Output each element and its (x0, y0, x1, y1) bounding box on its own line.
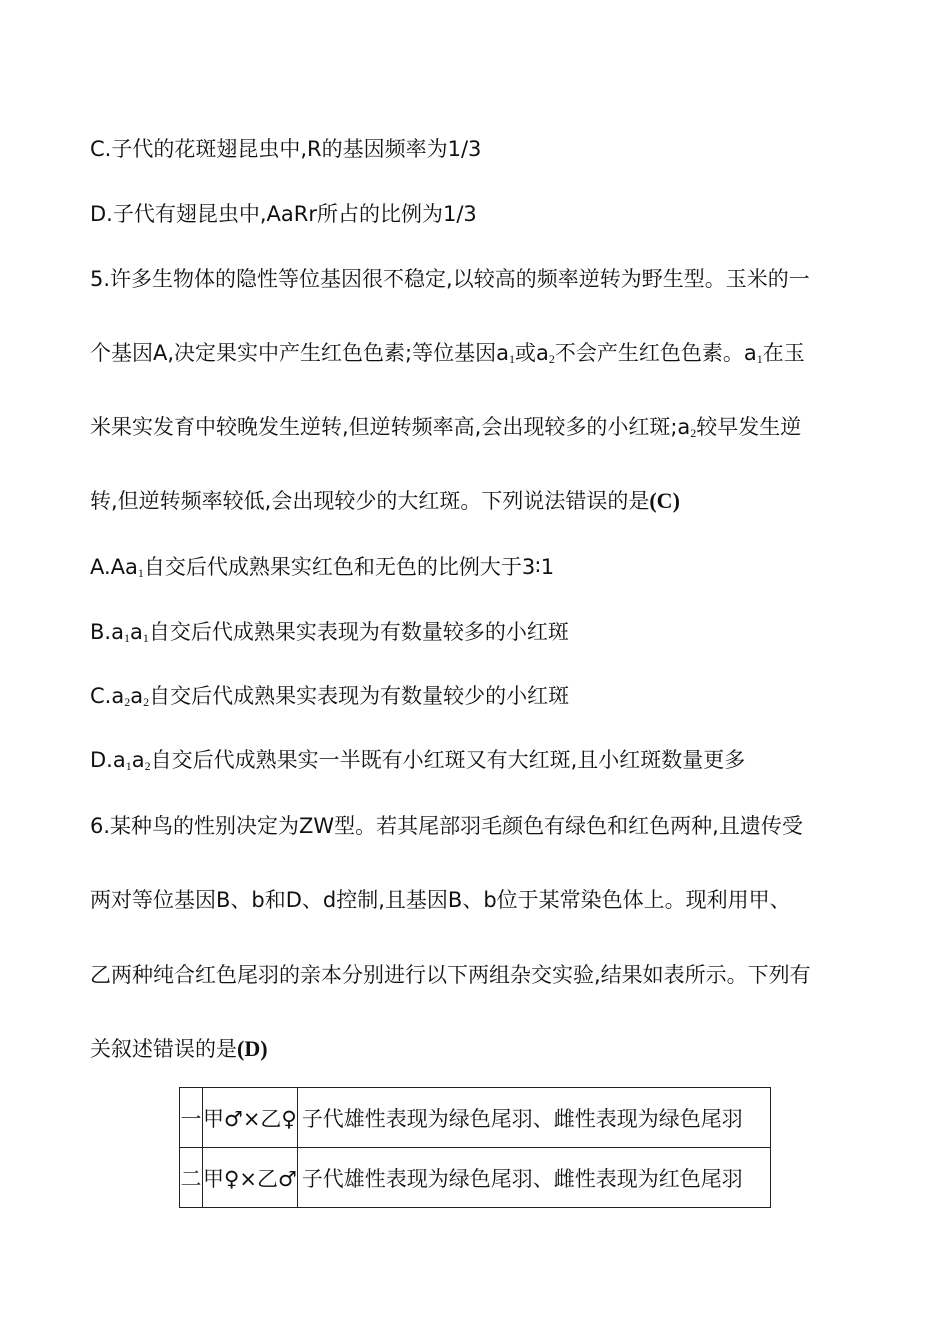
q5-option-d-mid: a (131, 748, 145, 772)
subscript: 2 (124, 695, 131, 709)
q6-stem-line-3: 乙两种纯合红色尾羽的亲本分别进行以下两组杂交实验,结果如表所示。下列有 (90, 963, 811, 987)
subscript: 1 (142, 631, 149, 645)
q5-stem-3b: 较早发生逆 (696, 415, 802, 439)
subscript: 1 (756, 352, 763, 366)
q6-stem-line-2: 两对等位基因B、b和D、d控制,且基因B、b位于某常染色体上。现利用甲、 (90, 888, 791, 912)
q5-stem-2a: 个基因A,决定果实中产生红色色素;等位基因a (90, 341, 509, 365)
result-cell: 子代雄性表现为绿色尾羽、雌性表现为绿色尾羽 (297, 1088, 770, 1148)
cross-results-table (179, 1087, 771, 1208)
q5-stem-line-2 (90, 338, 805, 374)
q5-option-b-text: 自交后代成熟果实表现为有数量较多的小红斑 (148, 620, 569, 644)
q5-stem-2d: 在玉 (762, 341, 805, 365)
table-row (180, 1088, 771, 1148)
q5-stem-2c: 不会产生红色色素。a (554, 341, 757, 365)
subscript: 2 (144, 759, 151, 773)
q5-option-d-prefix: D.a (90, 748, 126, 772)
q5-option-b-prefix: B.a (90, 620, 124, 644)
q5-stem-line-3 (90, 412, 801, 448)
q4-option-c: C.子代的花斑翅昆虫中,R的基因频率为1/3 (90, 137, 482, 161)
subscript: 2 (143, 695, 150, 709)
q6-stem-line-4 (90, 1034, 268, 1064)
q5-stem-4: 转,但逆转频率较低,会出现较少的大红斑。下列说法错误的是 (90, 489, 650, 513)
q5-option-b (90, 617, 569, 653)
cross-cell: 甲♀×乙♂ (203, 1148, 298, 1208)
q5-option-d-text: 自交后代成熟果实一半既有小红斑又有大红斑,且小红斑数量更多 (150, 748, 746, 772)
q6-stem-4: 关叙述错误的是 (90, 1037, 237, 1061)
cross-cell: 甲♂×乙♀ (203, 1088, 298, 1148)
subscript: 1 (137, 566, 144, 580)
q5-option-d (90, 745, 745, 781)
q5-option-b-mid: a (129, 620, 143, 644)
q5-option-a-prefix: A.Aa (90, 555, 138, 579)
q5-stem-line-1: 5.许多生物体的隐性等位基因很不稳定,以较高的频率逆转为野生型。玉米的一 (90, 267, 810, 291)
q5-stem-2b: 或a (514, 341, 549, 365)
result-cell: 子代雄性表现为绿色尾羽、雌性表现为红色尾羽 (297, 1148, 770, 1208)
q6-answer: (D) (237, 1036, 268, 1061)
q5-option-a (90, 552, 554, 588)
group-cell: 二 (180, 1148, 203, 1208)
q6-stem-line-1: 6.某种鸟的性别决定为ZW型。若其尾部羽毛颜色有绿色和红色两种,且遗传受 (90, 814, 803, 838)
subscript: 1 (123, 631, 130, 645)
q4-option-d: D.子代有翅昆虫中,AaRr所占的比例为1/3 (90, 202, 477, 226)
subscript: 2 (548, 352, 555, 366)
group-cell: 一 (180, 1088, 203, 1148)
subscript: 1 (508, 352, 515, 366)
q5-option-c-text: 自交后代成熟果实表现为有数量较少的小红斑 (149, 684, 570, 708)
q5-option-c-mid: a (130, 684, 144, 708)
q5-stem-line-4 (90, 486, 680, 516)
subscript: 1 (125, 759, 132, 773)
q5-stem-3a: 米果实发育中较晚发生逆转,但逆转频率高,会出现较多的小红斑;a (90, 415, 691, 439)
subscript: 2 (690, 426, 697, 440)
q5-answer: (C) (649, 488, 680, 513)
q5-option-a-text: 自交后代成熟果实红色和无色的比例大于3∶1 (143, 555, 555, 579)
q5-option-c (90, 681, 569, 717)
table-row (180, 1148, 771, 1208)
q5-option-c-prefix: C.a (90, 684, 125, 708)
